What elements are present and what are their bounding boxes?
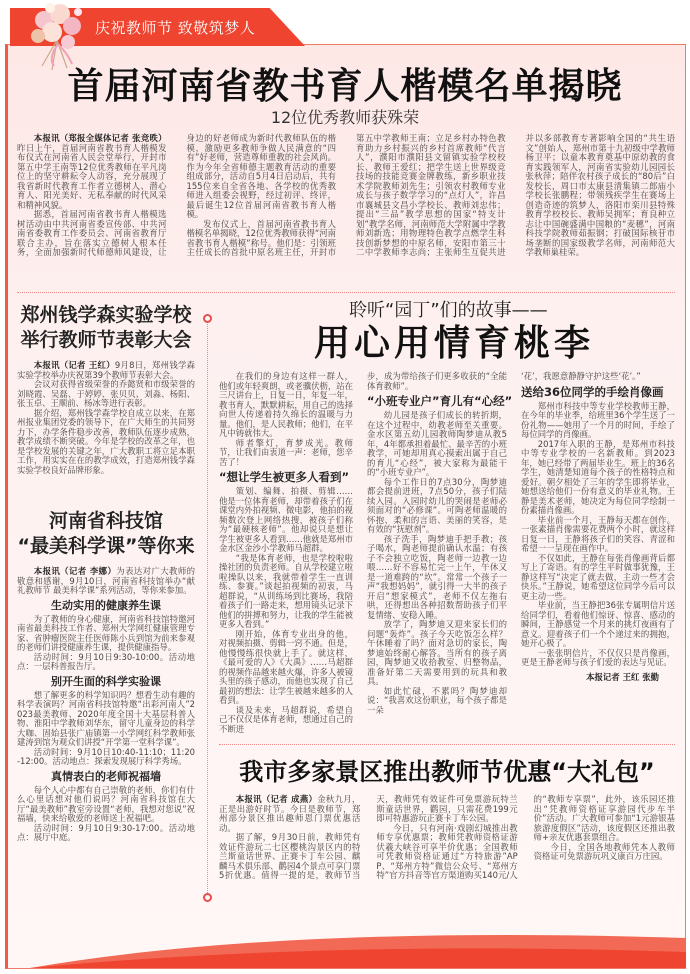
- paragraph: 幼儿园是孩子们成长的转折期，在这个过程中，幼教老师至关重要。金水区第五幼儿园教师陶梦迪从教5年，4年都承担着最忙、最辛苦的小班教学，可她却用真心摸索出属于自己的育儿“心经”，被大家称为最能干的“小班专业户”。: [367, 410, 507, 477]
- paragraph: 据了解，9月30日前，教师凭有效证件游玩二七区樱桃沟景区内的特兰斯童话世界、正赛卡丁车公园、麒麟马术俱乐部、鹳园4个景点可享门票5折优惠。值得一提的是，教师节当天，教师凭有效证件可免票游玩特兰斯童话世界，鹳园，只需花费199元即可特惠游玩正赛卡丁车公园。: [219, 794, 518, 880]
- paragraph: 放学了，陶梦迪又迎来家长们的问题“轰炸”。孩子今天吃饭怎么样？午休睡着了吗？面对急切的家长，陶梦迪始终耐心解答。当所有的孩子离园，陶梦迪又收拾教室、归整物品，准备好第二天需要用到的玩具和教具。: [367, 619, 507, 686]
- paragraph: 毕业前一个月，王静每天都在创作。一张素描肖像需要花费两个小时，就这样日复一日，王静将孩子们的笑容、青涩和希望一一呈现在画作中。: [521, 514, 675, 553]
- paragraph: 2017年入职的王静，是郑州市科技中等专业学校的一名新教师。到2023年，她已经带了两届毕业生。班上的36名学生，她清楚知道每个孩子的性格特点和爱好。朝夕相处了三年的学生即将毕业，她想送给他们一份有意义的毕业礼物。王静是美术老师，她决定为每位同学绘制一份素描肖像画。: [521, 438, 675, 515]
- article-lead: 本报讯（记者 成燕）: [235, 794, 318, 804]
- byline: 本报记者 王红 张勤: [586, 671, 659, 682]
- paragraph: 据悉，首届河南省教书育人楷模选树活动由中共河南省委宣传部、中共河南省委教育工作委员会、河南省教育厅联合主办，旨在落实立德树人根本任务，全面加强新时代师德师风建设，让身边的好老师成为新时代教师队伍的楷模，激励更多教师争做人民满意的“四有”好老师，营造尊师重教的社会风尚。作为今年全省师德主题教育活动的重要组成部分，活动自5月4日启动后，共有155位来自全省各地、各学校的优秀教师进入组委会视野，经过初评、终评，最后诞生12位首届河南省教书育人楷模。: [17, 133, 336, 257]
- paragraph: 活动时间：9月10日9:30-17:00。活动地点：展厅中庭。: [17, 822, 195, 842]
- feature-title: 用心用情育桃李: [314, 323, 595, 364]
- paragraph-text: 金秋九月，正是出游好时节。今日是教师节，郑州部分景区推出趣师恩门票优惠活动。: [219, 794, 361, 833]
- divider-dot: [203, 893, 212, 902]
- divider: [17, 292, 675, 293]
- divider: [219, 744, 675, 745]
- lower-section: [17, 292, 675, 881]
- paragraph: 孩子洗手，陶梦迪手把手教；孩子喝水，陶老师提前确认水温；有孩子不会独立吃饭，陶老师一边教一边喂……好不容易忙完一上午，午休又是一道难跨的“坎”。常常一个孩子一声“我想妈妈”，就引得一大半的孩子开启“想家模式”，老师不仅左拖右哄，还得想出各种招数帮助孩子们平复情绪、安稳入睡。: [367, 533, 507, 620]
- paragraph: 如此忙碌，不累吗？陶梦迪却说：“我喜欢这份职业，每个孩子都是一朵: [367, 685, 507, 715]
- paragraph: 师者擎灯，育梦成光。教师节，让我们由衷道一声：老师，您辛苦了！: [219, 437, 353, 467]
- paragraph: [17, 567, 195, 596]
- paragraph: 发布仪式上，首届河南省教书育人楷模名单揭晓，12位优秀教师获得“河南省教书育人楷模”称号。他们是：引领班主任成长的首批中原名班主任，开封市第五中学教师王南；立足乡村办特色教育助力乡村振兴的乡村首席教师“代言人”，濮阳市濮阳县文留镇实验学校校长、教师王爱红；把学生送上世界级竞技场的技能竞赛金牌教练，新乡职业技术学院教师刘先生；引领农村教师专业成长与孩子数学学习的“点灯人”，许昌市襄城县文昌小学校长、教师刘忠伟；提出“三品”教学思想的国家“特支计划”教学名师，河南师范大学附属中学教师刘新选；用物理特色教学点燃学生科技创新梦想的中原名师，安阳市第三十二中学教师李志尚；主张师生互促共进并以多部教育专著影响全国的“共生语文”创始人，郑州市第十九初级中学教师杨卫平；以童本教育奠基中原幼教的食育实践领军人，河南省实验幼儿园园长张秋萍；陪伴农村孩子成长的“80后”白发校长，周口市太康县清集镇二郎庙小学校长张鹏程；带领残疾学生在赛场上创造奇迹的筑梦人，洛阳市栾川县特殊教育学校校长、教师吴拥军；育良种立志让中国碗盛满中国粮的“麦穗”，河南科技学院教师茹振钢；打破国际核苷市场垄断的国家级教学名师，河南师范大学教师巢桂荣。: [186, 133, 675, 257]
- paragraph: 刚开始，体育专业出身的他，对视频拍摄、剪辑一窍不通。但是，他慢慢练很快就上手了。就这样，《最可爱的人》《大禹》……马超群的视频作品越来越火爆，许多人被镜头里的孩子感动，而他也实现了自己最初的想法：让学生被越来越多的人看到。: [219, 628, 353, 705]
- paragraph: 会议对获得省级荣誉的乔懿贤和市级荣誉的刘晓霞、吴磊、于婷婷、张贝贝、刘淼、杨阳、张玉卓、王顺前、杨冰等进行表彰。: [17, 379, 195, 408]
- paragraph: “我是体育老师，也是学校啦啦操社团的负责老师。自从学校建立啦啦操队以来，我就带着学生一直训练、参赛。”谈起拍视频的初衷，马超群说，“从训练场到比赛场，我陪着孩子们一路走来，想用镜头记录下他们的拼搏和努力，让我的学生能被更多人看到。”: [219, 552, 353, 629]
- paragraph: 今日，只有河南·戏剧幻城推出教师专享优惠票；教师凭教师资格证游伏羲大峡谷可享半价优惠；全国教师可凭教师资格证通过“方特旅游”APP、“郑州方特”微信公众号、“郑州方特”官方抖音等官方渠道购买140元/人的“教师专享票”，此外，该乐园还推出“凭教师资格证享游园代步车半价”活动。广大教师可参加“1元游银基旅游度假区”活动，该度假区还推出教师+亲友优惠套票组合。: [376, 794, 675, 880]
- subheading: “小班专业户”育儿有“心经”: [367, 394, 513, 408]
- paragraph: 活动时间：9月10日10:40-11:10；11:20-12:00。活动地点：探索发现展厅科学秀场。: [17, 746, 195, 766]
- paragraph: 活动时间：9月10日9:30-10:00。活动地点：一层科普报告厅。: [17, 651, 195, 671]
- paragraph: 一张张明信片，不仅仅只是肖像画，更是王静老师与孩子们爱的表达与见证。: [521, 647, 675, 667]
- feature-kicker: 聆听“园丁”们的故事——: [349, 300, 548, 321]
- title-line: 郑州钱学森实验学校: [20, 304, 192, 326]
- paragraph: [219, 795, 360, 833]
- paragraph: 想了解更多的科学知识吗？想看生动有趣的科学表演吗？河南省科技馆特邀“出彩河南人”2023最美教师、2020年度全国十大基层科普人物、淮阳中学教师刘华东，留守儿童身边的科学大咖、固始县张广庙镇第一小学网红科学教师张建涛到馆为观众们讲授“开学第一堂科学课”。: [17, 689, 195, 747]
- paragraph: [17, 134, 167, 210]
- page-title: 首届河南省教书育人楷模名单揭晓: [67, 66, 623, 107]
- column-divider: [207, 322, 208, 897]
- decorative-wave: [30, 930, 686, 968]
- paragraph: 毕业前，当王静把36张专属明信片送给同学们，看着他们惊讶、惊喜、感动的瞬间，王静感觉一个月来的挑灯夜画有了意义。迎着孩子们一个个递过来的拥抱，她开心极了。: [521, 600, 675, 648]
- left-sidebar: [17, 292, 195, 881]
- left-article-1: [17, 361, 195, 475]
- paragraph: 在我们的身边有这样一群人，他们或年轻爽朗，或老骥伏枥，站在三尺讲台上，日复一日，年复一年，教书育人，默默耕耘，用自己的选择向世人传递着持久绵长的温暖与力量。他们，是人民教师；他们，在平凡中铸就伟大。: [219, 371, 353, 438]
- paragraph: 为了教师的身心健康，河南省科技馆特邀河南省最美科技工作者、郑州大学网红健康管理专家、省肿瘤医院主任医师陈小兵到馆为前来参观的老师们讲授健康养生课，提供健康指导。: [17, 613, 195, 652]
- article-lead: 本报讯（记者 王红）: [33, 360, 115, 370]
- page-subtitle: 12位优秀教师获殊荣: [270, 108, 420, 127]
- subheading: 生动实用的健康养生课: [51, 598, 161, 612]
- bottom-article-title: 我市多家景区推出教师节优惠“大礼包”: [239, 758, 655, 786]
- paragraph: 策划、编舞、拍摄、剪辑……他是一位体育老师，却带着孩子们在课堂内外拍视频、微电影，他拍的视频数次登上网络热搜，被孩子们称为“最硬核老师”。他却说只是想让学生被更多人看到……他就是郑州市金水区金沙小学教师马超群。: [219, 486, 353, 553]
- feature-column-c: [521, 372, 675, 734]
- left-article-1-title: [17, 303, 195, 353]
- left-article-2: [17, 567, 195, 843]
- main-section: [219, 292, 675, 881]
- title-line: “最美科学课”等你来: [17, 535, 195, 557]
- feature-column-b: [367, 371, 513, 734]
- subheading: 送给36位同学的手绘肖像画: [521, 384, 664, 399]
- subheading: “想让学生被更多人看到”: [219, 470, 350, 484]
- paragraph-text: 昨日上午，首届河南省教书育人楷模发布仪式在河南省人民会堂举行，开封市第五中学王南等12位优秀教师在平凡岗位上的坚守耕耘令人动容，充分展现了我省新时代教育工作者立德树人、潜心育人、阳光美好、无私奉献的时代风采和精神风貌。: [17, 142, 167, 210]
- top-article: [17, 134, 675, 258]
- paragraph: 谈及未来，马超群说，希望自己不仅仅是体育老师，想通过自己的不断进: [219, 704, 353, 734]
- title-line: 举行教师节表彰大会: [20, 329, 192, 351]
- divider-dot: [203, 314, 212, 323]
- paragraph: 步，成为带给孩子们更多收获的“全能体育教师”。: [367, 371, 507, 391]
- subheading: 别开生面的科学实验课: [51, 674, 161, 688]
- paragraph: 每个人心中都有自己崇敬的老师，你们有什么心里话想对他们说吗？河南省科技馆在大厅“最美教师”教室旁设置“老师，我想对您说”祝福墙，快来给敬爱的老师送上祝福吧。: [17, 784, 195, 823]
- article-lead: 本报讯（记者 李娜）: [33, 566, 117, 576]
- bottom-article: [219, 795, 675, 881]
- subheading: 真情表白的老师祝福墙: [51, 769, 161, 783]
- ribbon-label: 庆祝教师节 致敬筑梦人: [95, 19, 256, 37]
- article-lead: 本报讯（郑报全媒体记者 张竞昳）: [33, 133, 167, 143]
- feature-columns: [219, 372, 675, 734]
- paragraph: 不仅如此，王静在每张肖像画背后都写上了寄语。有的学生平时做事犹豫，王静这样写“决定了就去做，主动一些才会快乐。”王静说，她希望这位同学今后可以更主动一些。: [521, 552, 675, 601]
- paragraph: 每个工作日的7点30分，陶梦迪都会提前进班，7点50分，孩子们陆续入园。入园时幼儿的哭闹是老师必须面对的“必修课”。可陶老师温暖的怀抱、柔和的言语、美丽的笑容，是有效的“抚慰剂”。: [367, 476, 507, 534]
- paragraph-text: 为表达对广大教师的敬意和感谢，9月10日，河南省科技馆举办“献礼教师节 最美科学课”系列活动，等你来参加。: [17, 566, 196, 595]
- paragraph: 郑州市科技中等专业学校教师王静，在今年的毕业季，给班里36个学生送了一份礼物——她用了一个月的时间，手绘了每位同学的肖像画。: [521, 400, 675, 439]
- paragraph: ‘花’，我愿意静静守护这些‘花’。”: [521, 371, 641, 381]
- paragraph: 今日，全国各地教师凭本人教师资格证可免票游玩巩义康百万庄园。: [533, 841, 675, 861]
- paragraph: [17, 361, 195, 380]
- title-line: 河南省科技馆: [48, 510, 163, 532]
- paragraph-text: 9月8日，郑州钱学森实验学校举办庆祝第39个教师节表彰大会。: [17, 360, 196, 380]
- feature-column-a: [219, 372, 353, 734]
- paragraph: 据介绍，郑州钱学森学校自成立以来，在郑州报业集团党委的领导下，在广大师生的共同努力下，办学条件稳步改善，教师队伍逐步成熟，教学成绩不断突破。今年是学校的改革之年，也是学校发展的关键之年，广大教职工将立足本职工作，用实实在在的教学成效，打造郑州钱学森实验学校良好品牌形象。: [17, 407, 195, 475]
- left-article-2-title: [17, 509, 195, 559]
